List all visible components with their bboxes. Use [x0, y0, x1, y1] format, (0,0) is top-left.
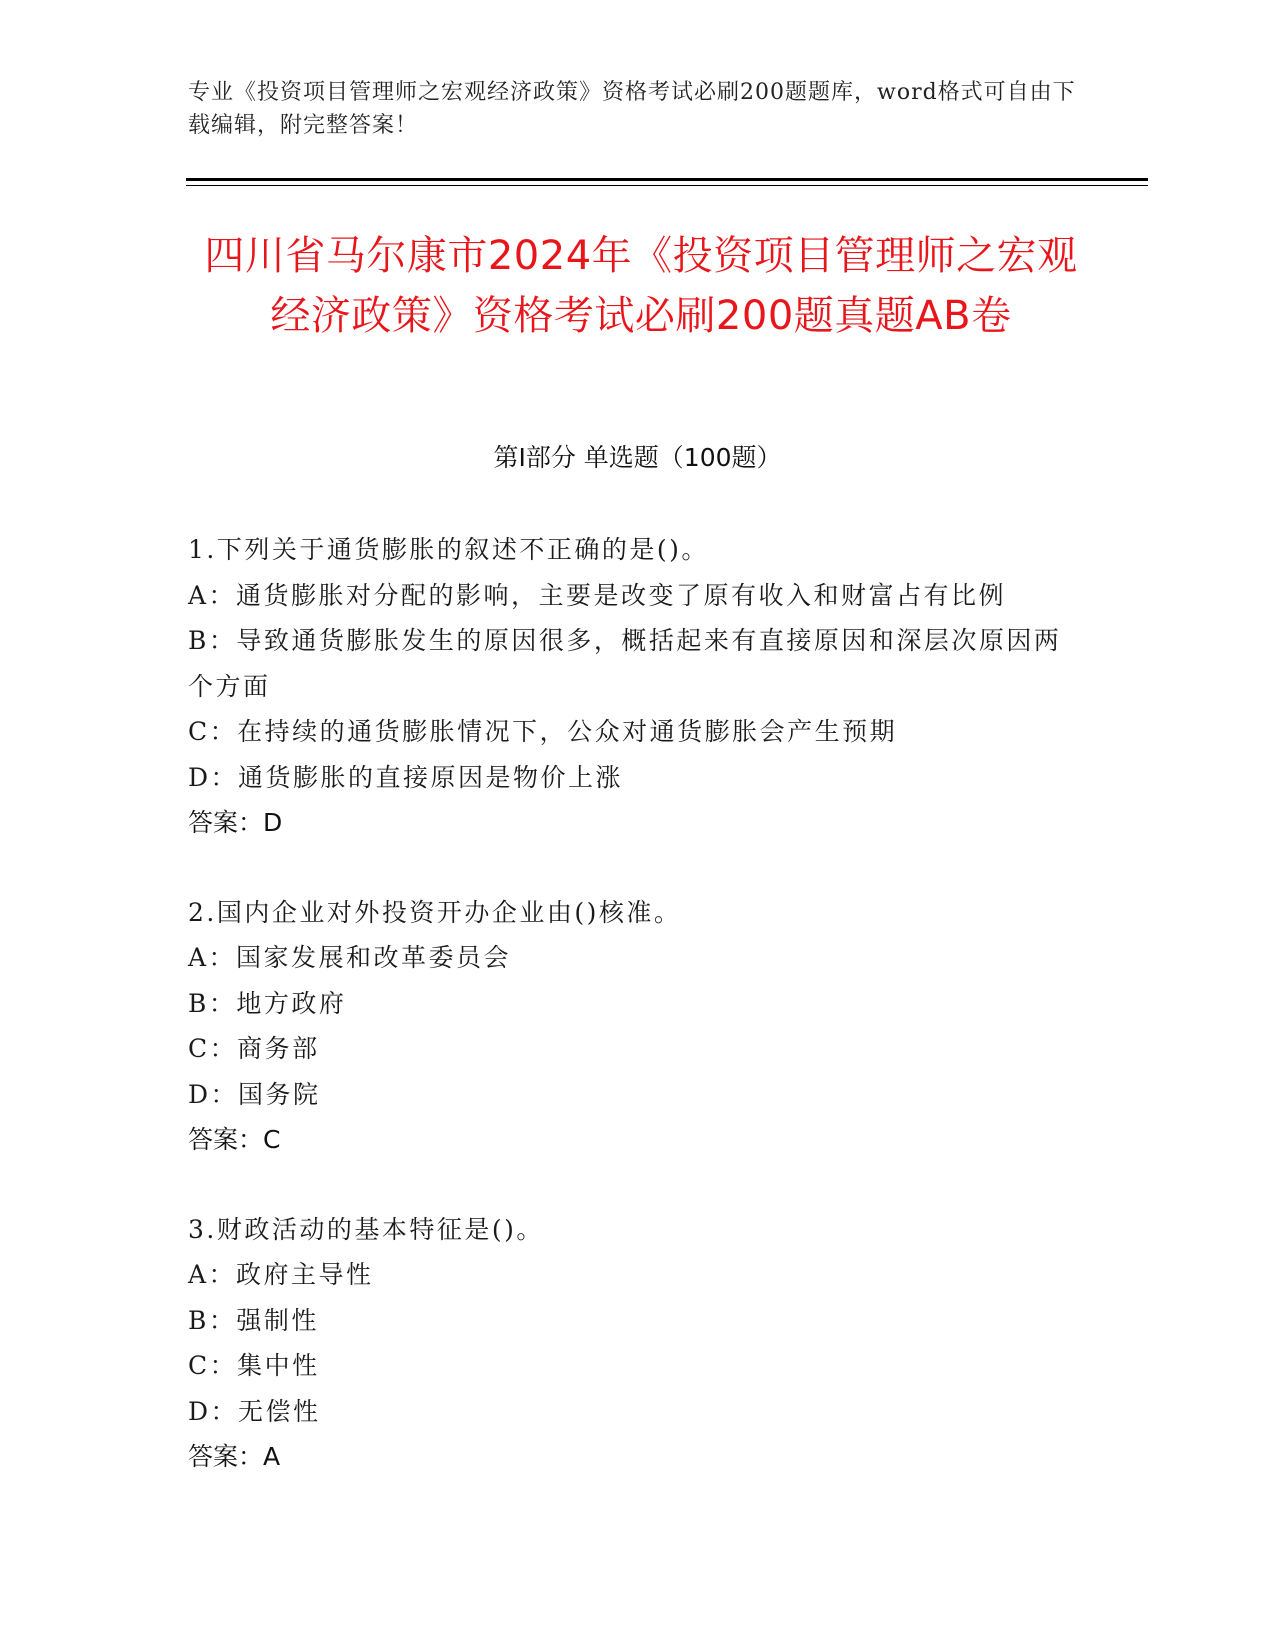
question-stem: 1.下列关于通货膨胀的叙述不正确的是()。	[188, 535, 709, 564]
option-d: D：国务院	[188, 1079, 321, 1109]
option-c: C：集中性	[188, 1351, 320, 1380]
option-d: D：通货膨胀的直接原因是物价上涨	[188, 762, 624, 792]
question-stem: 3.财政活动的基本特征是()。	[188, 1214, 544, 1244]
option-b: B：地方政府	[188, 988, 347, 1018]
option-c: C：在持续的通货膨胀情况下，公众对通货膨胀会产生预期	[188, 717, 898, 746]
question-2	[188, 890, 1088, 1163]
header-divider-thick	[186, 178, 1148, 181]
option-a: A：国家发展和改革委员会	[188, 943, 512, 972]
option-b: B：强制性	[188, 1305, 319, 1335]
answer: 答案：A	[188, 1442, 281, 1471]
section-heading: 第I部分 单选题（100题）	[493, 443, 782, 472]
answer: 答案：D	[188, 808, 283, 837]
document-title: 四川省马尔康市2024年《投资项目管理师之宏观经济政策》资格考试必刷200题真题AB卷	[204, 233, 1078, 339]
question-3	[188, 1207, 1088, 1480]
answer: 答案：C	[188, 1125, 281, 1154]
option-b: B：导致通货膨胀发生的原因很多，概括起来有直接原因和深层次原因两个方面	[188, 626, 1062, 701]
question-list	[188, 527, 1088, 1524]
option-c: C：商务部	[188, 1034, 320, 1063]
question-stem: 2.国内企业对外投资开办企业由()核准。	[188, 897, 682, 927]
header-note: 专业《投资项目管理师之宏观经济政策》资格考试必刷200题题库，word格式可自由下载编辑，附完整答案！	[188, 80, 1076, 138]
option-a: A：通货膨胀对分配的影响，主要是改变了原有收入和财富占有比例	[188, 580, 1007, 610]
option-a: A：政府主导性	[188, 1260, 374, 1289]
option-d: D：无偿性	[188, 1396, 321, 1426]
header-divider-thin	[186, 185, 1148, 186]
question-1	[188, 527, 1088, 846]
